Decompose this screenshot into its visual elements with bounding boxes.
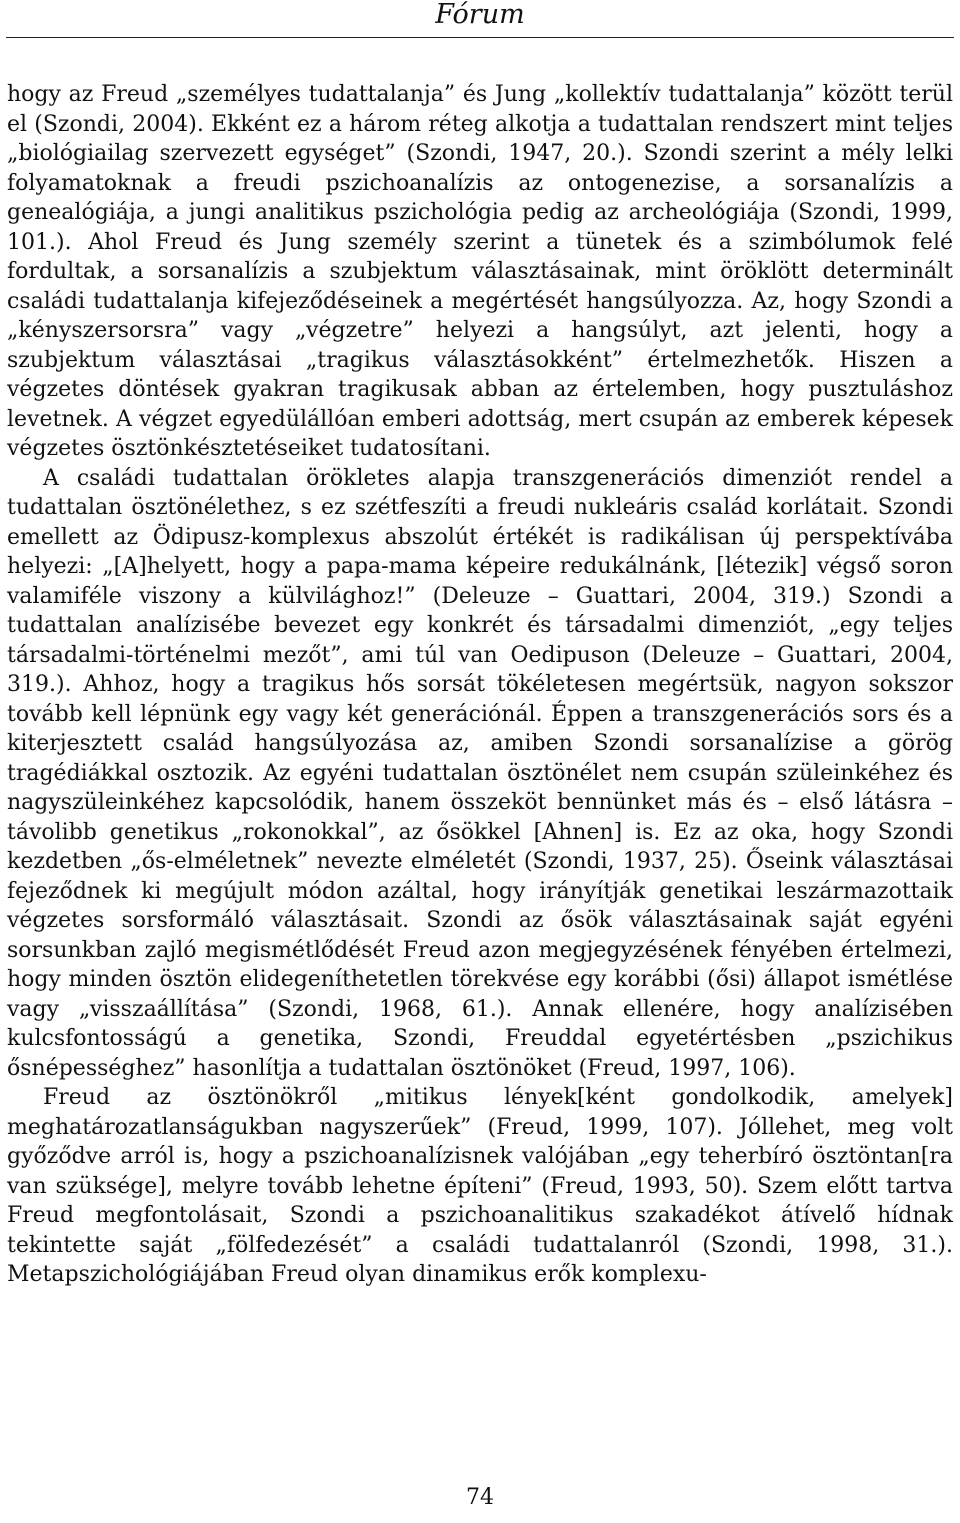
body-text <box>7 80 953 1290</box>
paragraph-2: A családi tudattalan örökletes alapja transzgenerációs dimenziót rendel a tudattalan ösztönélethez, s ez szétfeszíti a freudi nukleáris család korlátait. Szondi emellett az Ödipusz-komplexus abszolút értékét is radikálisan új perspektívába helyezi: „[A]helyett, hogy a papa-mama képeire redukálnánk, [létezik] végső soron valamiféle viszony a külvilághoz!” (Deleuze – Guattari, 2004, 319.) Szondi a tudattalan analízisébe bevezet egy konkrét és társadalmi dimenziót, „egy teljes társadalmi-történelmi mezőt”, ami túl van Oedipuson (Deleuze – Guattari, 2004, 319.). Ahhoz, hogy a tragikus hős sorsát tökéletesen megértsük, nagyon sokszor tovább kell lépnünk egy vagy két generációnál. Éppen a transzgenerációs sors és a kiterjesztett család hangsúlyozása az, amiben Szondi sorsanalízise a görög tragédiákkal osztozik. Az egyéni tudattalan ösztönélet nem csupán szüleinkéhez és nagyszüleinkéhez kapcsolódik, hanem összeköt bennünket más és – első látásra – távolibb genetikus „rokonokkal”, az ősökkel [Ahnen] is. Ez az oka, hogy Szondi kezdetben „ős-elméletnek” nevezte elméletét (Szondi, 1937, 25). Őseink választásai fejeződnek ki megújult módon azáltal, hogy irányítják genetikai leszármazottaik végzetes sorsformáló választásait. Szondi az ősök választásainak saját egyéni sorsunkban zajló megismétlődését Freud azon megjegyzésének fényében értelmezi, hogy minden ösztön elidegeníthetetlen törekvése egy korábbi (ősi) állapot ismétlése vagy „visszaállítása” (Szondi, 1968, 61.). Annak ellenére, hogy analízisében kulcsfontosságú a genetika, Szondi, Freuddal egyetértésben „pszichikus ősnépességhez” hasonlítja a tudattalan ösztönöket (Freud, 1997, 106). <box>7 465 953 1081</box>
page-number: 74 <box>466 1485 494 1510</box>
running-head-title: Fórum <box>435 0 525 30</box>
paragraph-1: hogy az Freud „személyes tudattalanja” és Jung „kollektív tudattalanja” között terül el (Szondi, 2004). Ekként ez a három réteg alkotja a tudattalan rendszert mint teljes „biológiailag szervezett egységet” (Szondi, 1947, 20.). Szondi szerint a mély lelki folyamatoknak a freudi pszichoanalízis az ontogenezise, a sorsanalízis a genealógiája, a jungi analitikus pszichológia pedig az archeológiája (Szondi, 1999, 101.). Ahol Freud és Jung személy szerint a tünetek és a szimbólumok felé fordultak, a sorsanalízis a szubjektum választásainak, mint öröklött determinált családi tudattalanja kifejeződéseinek a megértését hangsúlyozza. Az, hogy Szondi a „kényszersorsra” vagy „végzetre” helyezi a hangsúlyt, azt jelenti, hogy a szubjektum választásai „tragikus választásokként” értelmezhetők. Hiszen a végzetes döntések gyakran tragikusak abban az értelemben, hogy pusztuláshoz levetnek. A végzet egyedülállóan emberi adottság, mert csupán az emberek képesek végzetes ösztönkésztetéseiket tudatosítani. <box>7 82 953 461</box>
header-rule <box>6 37 954 38</box>
paragraph-3: Freud az ösztönökről „mitikus lények[ként gondolkodik, amelyek] meghatározatlanságukban nagyszerűek” (Freud, 1999, 107). Jóllehet, meg volt győződve arról is, hogy a pszichoanalízisnek valójában „egy teherbíró ösztöntan[ra van szüksége], melyre tovább lehetne építeni” (Freud, 1993, 50). Szem előtt tartva Freud megfontolásait, Szondi a pszichoanalitikus szakadékot átívelő hídnak tekintette saját „fölfedezését” a családi tudattalanról (Szondi, 1998, 31.). Metapszichológiájában Freud olyan dinamikus erők komplexu- <box>7 1085 953 1287</box>
